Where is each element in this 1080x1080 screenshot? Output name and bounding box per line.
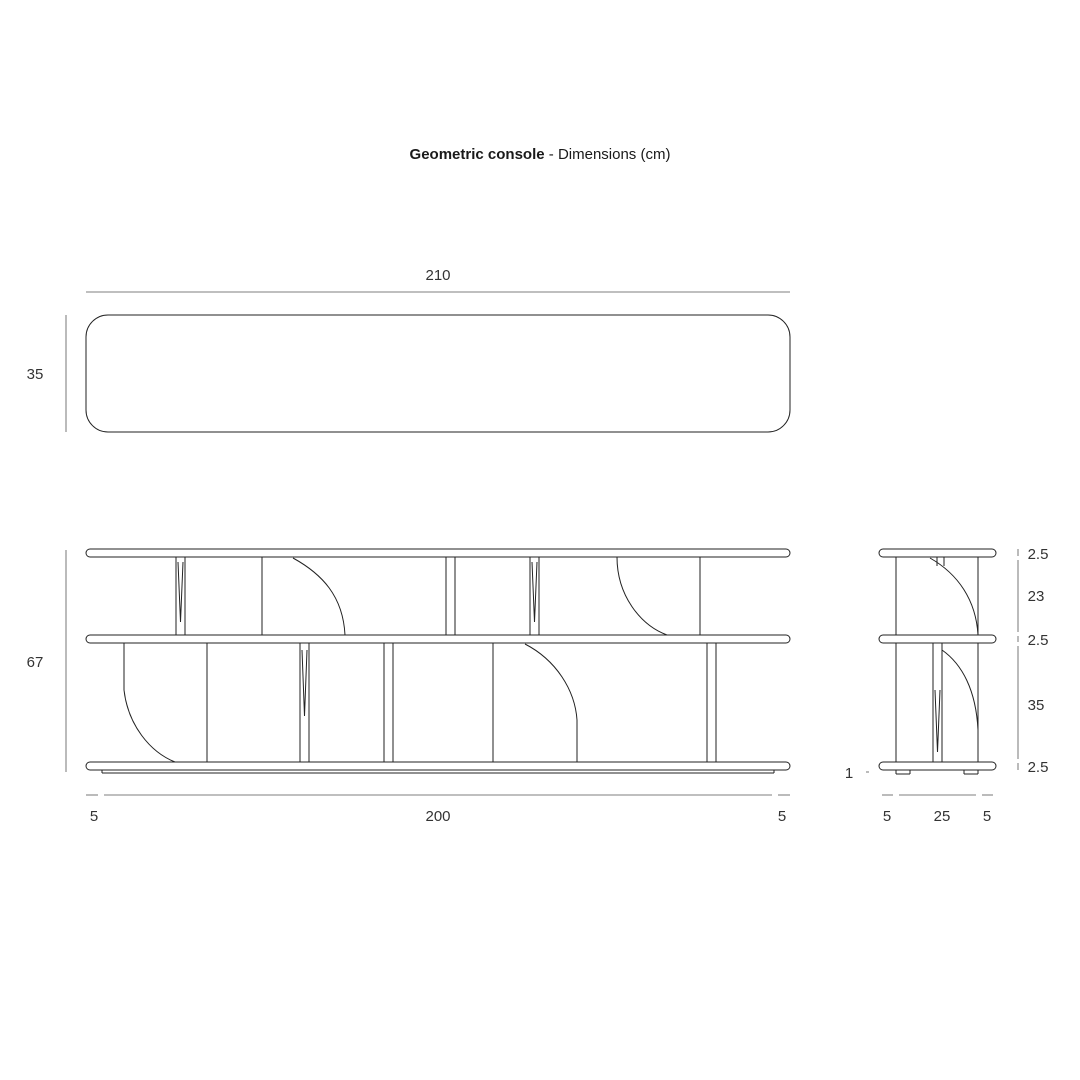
side-upper-dividers (896, 557, 978, 635)
side-top-shelf (879, 549, 996, 557)
side-lower-gap-label: 35 (1027, 697, 1045, 714)
side-depth-label: 25 (933, 808, 951, 825)
product-name: Geometric console (409, 146, 545, 163)
side-right-margin-label: 5 (982, 808, 992, 825)
side-bottom-shelf (879, 762, 996, 770)
front-height-label: 67 (26, 654, 44, 671)
middle-shelf (86, 635, 790, 643)
side-middle-shelf (879, 635, 996, 643)
front-right-margin-label: 5 (777, 808, 787, 825)
side-middle-shelf-label: 2.5 (1027, 632, 1049, 649)
side-view (845, 546, 1049, 825)
tabletop-outline (86, 315, 790, 432)
top-depth-label: 35 (26, 366, 44, 383)
bottom-shelf (86, 762, 790, 770)
side-base-label: 1 (844, 765, 854, 782)
top-width-label: 210 (425, 267, 451, 284)
side-lower-dividers (896, 643, 978, 762)
side-left-margin-label: 5 (882, 808, 892, 825)
side-top-shelf-label: 2.5 (1027, 546, 1049, 563)
title-subtitle: Dimensions (cm) (557, 146, 671, 163)
side-upper-gap-label: 23 (1027, 588, 1045, 605)
lower-tier-dividers (124, 643, 716, 762)
front-left-margin-label: 5 (89, 808, 99, 825)
front-view (27, 549, 790, 825)
front-span-label: 200 (425, 808, 451, 825)
side-bottom-shelf-label: 2.5 (1027, 759, 1049, 776)
top-shelf (86, 549, 790, 557)
title-separator: - (544, 146, 558, 163)
top-view (27, 267, 790, 432)
upper-tier-dividers (176, 557, 700, 635)
